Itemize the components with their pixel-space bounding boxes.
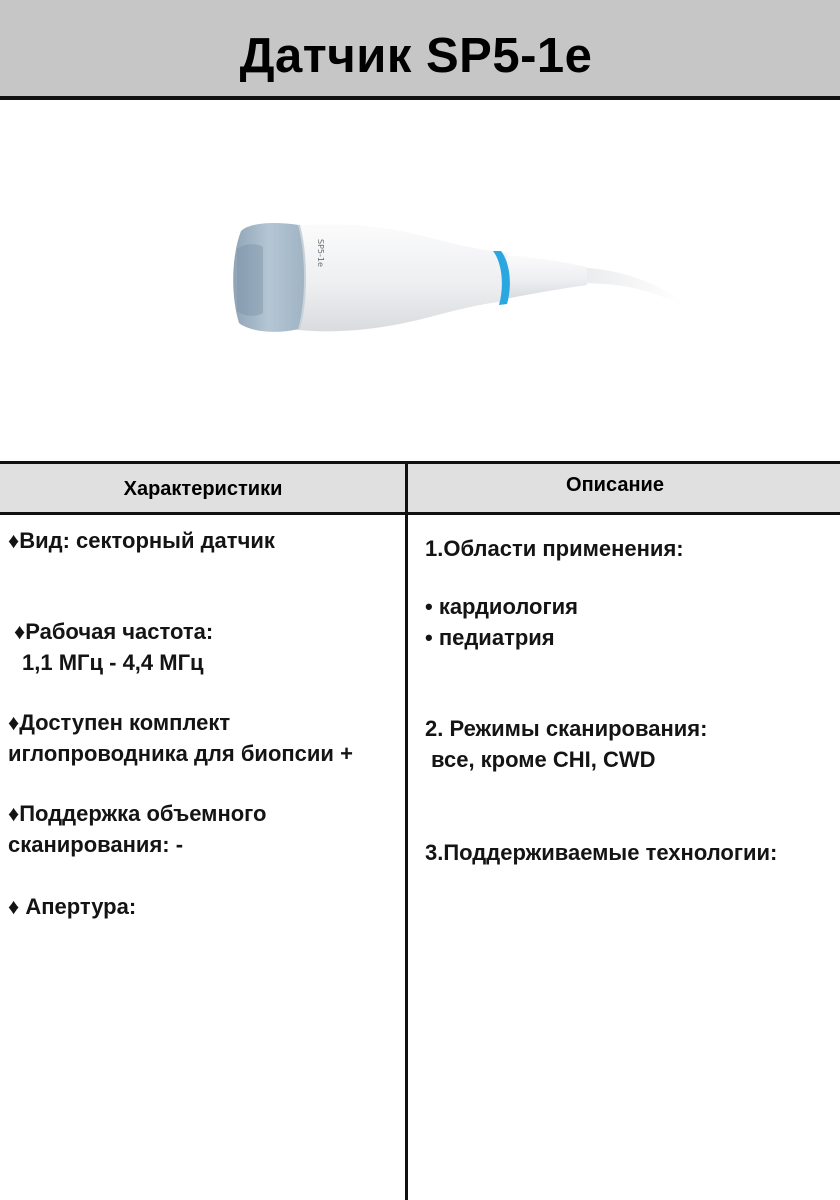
spec-table: [0, 461, 840, 1200]
application-area-pediatrics: • педиатрия: [425, 625, 555, 650]
page-title: Датчик SP5-1e: [239, 29, 593, 83]
type-line: ♦Вид: секторный датчик: [8, 528, 275, 553]
application-area-cardiology: • кардиология: [425, 594, 578, 619]
biopsy-line-1: ♦Доступен комплект: [8, 710, 231, 735]
probe-label: SP5-1e: [316, 239, 325, 267]
column-header-description: Описание: [566, 474, 664, 496]
frequency-label: ♦Рабочая частота:: [14, 619, 214, 644]
table-header-row: [0, 461, 840, 515]
technologies-title: 3.Поддерживаемые технологии:: [425, 840, 778, 865]
volume-line-2: сканирования: -: [8, 832, 184, 857]
column-header-characteristics: Характеристики: [123, 478, 283, 500]
probe-image: [215, 205, 685, 355]
scan-modes-value: все, кроме CHI, CWD: [431, 747, 656, 772]
column-divider: [405, 461, 408, 1200]
biopsy-line-2: иглопроводника для биопсии +: [8, 741, 353, 766]
aperture-line: ♦ Апертура:: [8, 894, 137, 919]
volume-line-1: ♦Поддержка объемного: [8, 801, 267, 826]
application-areas-title: 1.Области применения:: [425, 536, 684, 561]
frequency-value: 1,1 МГц - 4,4 МГц: [22, 650, 204, 675]
scan-modes-title: 2. Режимы сканирования:: [425, 716, 708, 741]
page-header: [0, 0, 840, 100]
